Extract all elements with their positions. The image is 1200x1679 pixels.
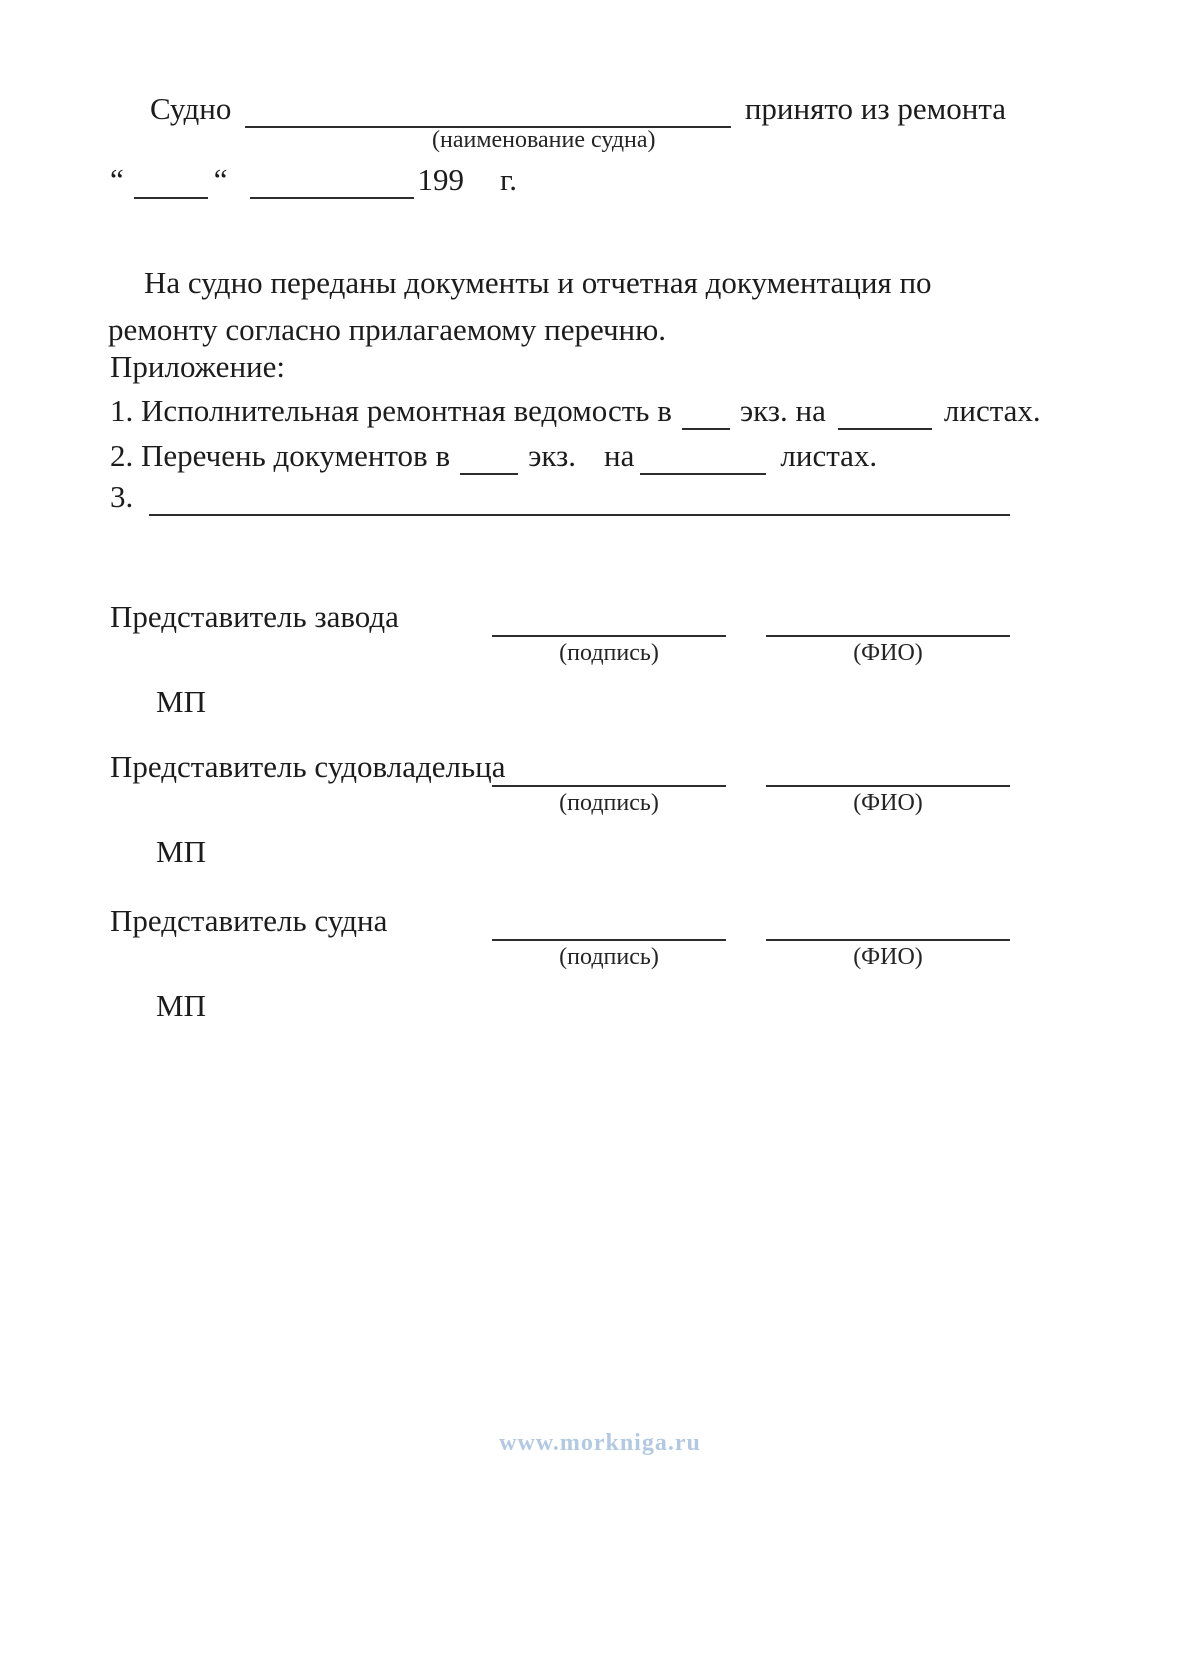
year-prefix: 199 bbox=[417, 162, 465, 197]
name-blank bbox=[766, 895, 1010, 941]
role-label: Представитель судна bbox=[110, 903, 388, 938]
year-suffix: г. bbox=[500, 162, 517, 197]
ship-label: Судно bbox=[150, 91, 232, 126]
watermark: www.morkniga.ru bbox=[499, 1430, 701, 1456]
seal-placeholder: МП bbox=[156, 988, 206, 1023]
ship-name-blank bbox=[245, 84, 731, 128]
attachment-item-3 bbox=[110, 476, 1010, 516]
item2-mid2-text: на bbox=[604, 438, 635, 473]
accepted-from-repair-label: принято из ремонта bbox=[744, 91, 1006, 126]
name-blank bbox=[766, 741, 1010, 787]
name-caption: (ФИО) bbox=[853, 640, 923, 666]
signature-blank bbox=[492, 895, 726, 941]
item2-mid1-text: экз. bbox=[528, 438, 577, 473]
intro-paragraph: На судно переданы документы и отчетная документация по ремонту согласно прилагаемому перечню. bbox=[108, 265, 932, 347]
role-label: Представитель судовладельца bbox=[110, 749, 506, 784]
signature-blank bbox=[492, 591, 726, 637]
item1-text: 1. Исполнительная ремонтная ведомость в bbox=[110, 393, 672, 428]
item3-blank bbox=[149, 474, 1010, 516]
title-line bbox=[150, 86, 1006, 128]
signature-captions bbox=[110, 944, 1010, 971]
signature-captions bbox=[110, 790, 1010, 817]
item1-sheets-blank bbox=[838, 388, 932, 430]
signature-block-ship bbox=[110, 897, 1010, 1024]
signature-row bbox=[110, 897, 1010, 941]
close-quote: “ bbox=[213, 162, 228, 197]
item3-number: 3. bbox=[110, 479, 134, 514]
seal-placeholder: МП bbox=[156, 834, 206, 869]
name-caption: (ФИО) bbox=[853, 944, 923, 970]
month-blank bbox=[250, 155, 414, 199]
item1-end-text: листах. bbox=[943, 393, 1041, 428]
signature-caption: (подпись) bbox=[559, 944, 659, 970]
seal-placeholder: МП bbox=[156, 684, 206, 719]
signature-row bbox=[110, 593, 1010, 637]
signature-blank bbox=[492, 741, 726, 787]
item1-copies-blank bbox=[682, 388, 730, 430]
name-caption: (ФИО) bbox=[853, 790, 923, 816]
name-blank bbox=[766, 591, 1010, 637]
item2-text: 2. Перечень документов в bbox=[110, 438, 451, 473]
attachment-item-1 bbox=[110, 390, 1041, 430]
open-quote: “ bbox=[110, 162, 124, 197]
signature-caption: (подпись) bbox=[559, 640, 659, 666]
date-line bbox=[110, 157, 517, 199]
signature-caption: (подпись) bbox=[559, 790, 659, 816]
item2-copies-blank bbox=[460, 433, 518, 475]
role-label: Представитель завода bbox=[110, 599, 399, 634]
item2-sheets-blank bbox=[640, 433, 766, 475]
attachment-item-2 bbox=[110, 435, 877, 475]
signature-captions bbox=[110, 640, 1010, 667]
signature-block-factory bbox=[110, 593, 1010, 720]
day-blank bbox=[134, 155, 208, 199]
item2-end-text: листах. bbox=[780, 438, 878, 473]
signature-block-shipowner bbox=[110, 743, 1010, 870]
item1-mid-text: экз. на bbox=[739, 393, 826, 428]
attachments-heading: Приложение: bbox=[110, 349, 285, 384]
signature-row bbox=[110, 743, 1010, 787]
ship-name-caption: (наименование судна) bbox=[432, 127, 656, 153]
